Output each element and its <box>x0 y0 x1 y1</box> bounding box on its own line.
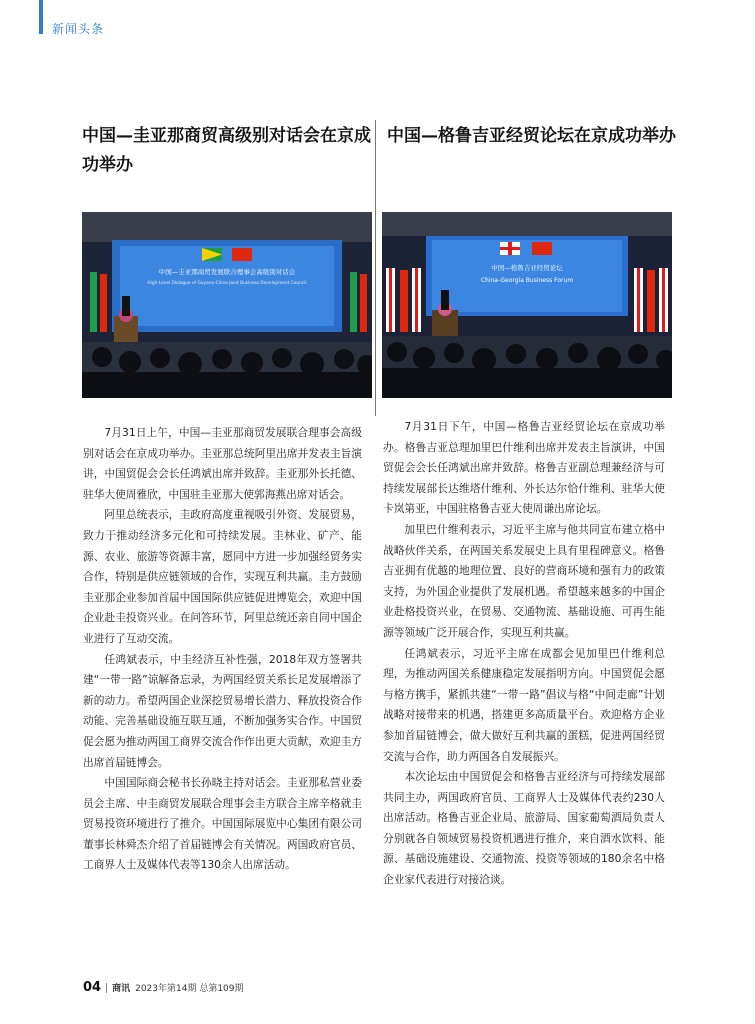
publication-name: 商讯 <box>112 984 131 994</box>
left-paragraph: 任鸿斌表示，中圭经济互补性强，2018年双方签署共建“一带一路”谅解备忘录，为两国经贸关系长足发展增添了新的动力。希望两国企业深挖贸易增长潜力、释放投资合作动能、完善基础设施互联互通，不断加强务实合作。中国贸促会愿为推动两国工商界交流合作作出更大贡献，欢迎圭方出席首届链博会。 <box>83 652 362 769</box>
left-paragraph: 7月31日上午，中国—圭亚那商贸发展联合理事会高级别对话会在京成功举办。圭亚那总统阿里出席并发表主旨演讲，中国贸促会会长任鸿斌出席并致辞。圭亚那外长托德、驻华大使周雅欣，中国驻圭亚那大使郭海燕出席对话会。 <box>83 426 362 501</box>
right-paragraph: 任鸿斌表示，习近平主席在成都会见加里巴什维利总理，为推动两国关系健康稳定发展指明方向。中国贸促会愿与格方携手，紧抓共建“一带一路”倡议与格“中间走廊”计划战略对接带来的机遇，搭建更多高质量平台。欢迎格方企业参加首届链博会，做大做好互利共赢的蛋糕，促进两国经贸交流与合作，助力两国各自发展振兴。 <box>383 646 665 763</box>
issue-info: 2023年第14期 总第109期 <box>135 984 244 994</box>
left-photo <box>82 212 372 398</box>
right-photo <box>382 212 672 398</box>
right-screen-title: 中国—格鲁吉亚经贸论坛 <box>491 264 563 272</box>
column-divider <box>375 120 376 416</box>
section-label: 新闻头条 <box>52 22 105 36</box>
left-photo-illustration <box>82 212 372 398</box>
page-number: 04 <box>83 980 102 995</box>
right-paragraph: 本次论坛由中国贸促会和格鲁吉亚经济与可持续发展部共同主办，两国政府官员、工商界人士及媒体代表约230人出席活动。格鲁吉亚企业局、旅游局、国家葡萄酒局负责人分别就各自领域贸易投资机遇进行推介，来自酒水饮料、能源、基础设施建设、交通物流、投资等领域的180余名中格企业家代表进行对接洽谈。 <box>383 770 665 887</box>
left-paragraph: 中国国际商会秘书长孙晓主持对话会。圭亚那私营业委员会主席、中圭商贸发展联合理事会圭方联合主席辛格就圭贸易投资环境进行了推介。中国国际展览中心集团有限公司董事长林舜杰介绍了首届链博会有关情况。两国政府官员、工商界人士及媒体代表等130余人出席活动。 <box>83 776 362 872</box>
right-screen-subtitle: China-Georgia Business Forum <box>480 277 574 284</box>
left-paragraph: 阿里总统表示，圭政府高度重视吸引外资、发展贸易，致力于推动经济多元化和可持续发展。圭林业、矿产、能源、农业、旅游等资源丰富，愿同中方进一步加强经贸务实合作，特别是供应链领域的合作，实现互利共赢。圭方鼓励圭亚那企业参加首届中国国际供应链促进博览会，欢迎中国企业赴圭投资兴业。在问答环节，阿里总统还亲自同中国企业进行了互动交流。 <box>83 508 362 645</box>
left-screen-subtitle: High-Level Dialogue of Guyana-China Joint Business Development Council <box>147 281 307 286</box>
footer-separator <box>106 983 107 993</box>
right-photo-illustration <box>382 212 672 398</box>
section-accent-bar <box>39 0 43 34</box>
left-screen-title: 中国—圭亚那商贸发展联合理事会高级别对话会 <box>158 268 296 276</box>
right-article-body <box>383 417 665 891</box>
left-headline: 中国—圭亚那商贸高级别对话会在京成功举办 <box>82 126 371 175</box>
right-headline: 中国—格鲁吉亚经贸论坛在京成功举办 <box>387 126 676 146</box>
left-article-body <box>83 423 362 876</box>
page-footer <box>83 980 244 995</box>
right-paragraph: 加里巴什维利表示，习近平主席与他共同宣布建立格中战略伙伴关系，在两国关系发展史上具有里程碑意义。格鲁吉亚拥有优越的地理位置、良好的营商环境和强有力的政策支持，为外国企业提供了发展机遇。希望越来越多的中国企业赴格投资兴业，在贸易、交通物流、基础设施、可再生能源等领域广泛开展合作，实现互利共赢。 <box>383 522 665 639</box>
right-paragraph: 7月31日下午，中国—格鲁吉亚经贸论坛在京成功举办。格鲁吉亚总理加里巴什维利出席并发表主旨演讲，中国贸促会会长任鸿斌出席并致辞。格鲁吉亚副总理兼经济与可持续发展部长达维塔什维利、外长达尔恰什维利、驻华大使卡岚第亚，中国驻格鲁吉亚大使周谦出席论坛。 <box>383 420 665 516</box>
